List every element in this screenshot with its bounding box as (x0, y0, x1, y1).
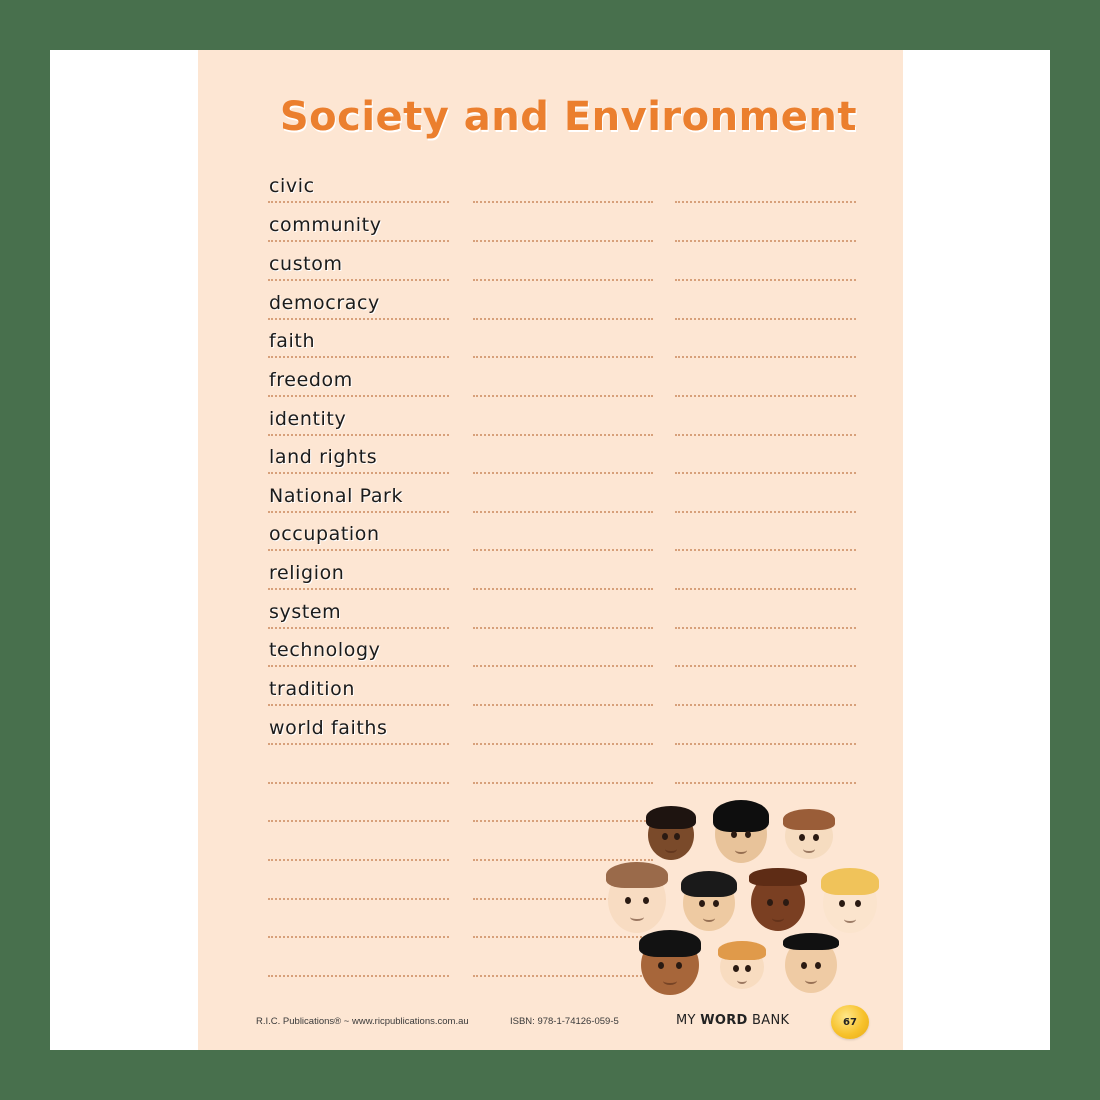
vocabulary-word: system (269, 601, 342, 623)
writing-line[interactable] (268, 240, 449, 242)
writing-line[interactable] (675, 279, 856, 281)
word-row (198, 591, 903, 629)
brand-label (676, 1013, 789, 1028)
word-row (198, 552, 903, 590)
vocabulary-word: land rights (269, 446, 378, 468)
writing-line[interactable] (268, 472, 449, 474)
word-row (198, 320, 903, 358)
page-number-badge: 67 (831, 1005, 869, 1039)
writing-line[interactable] (675, 743, 856, 745)
face-icon (648, 810, 694, 860)
word-row (198, 165, 903, 203)
face-icon (751, 873, 805, 931)
vocabulary-word: community (269, 214, 382, 236)
page-title: Society and Environment (279, 94, 857, 140)
writing-line[interactable] (675, 472, 856, 474)
face-icon (608, 867, 666, 933)
word-row (198, 513, 903, 551)
writing-line[interactable] (473, 395, 653, 397)
writing-line[interactable] (675, 240, 856, 242)
writing-line[interactable] (473, 588, 653, 590)
word-row (198, 629, 903, 667)
children-faces-illustration (603, 805, 883, 995)
writing-line[interactable] (268, 743, 449, 745)
brand-bold: WORD (700, 1013, 748, 1028)
writing-line[interactable] (268, 279, 449, 281)
word-row (198, 746, 903, 784)
face-icon (785, 937, 837, 993)
face-icon (823, 873, 877, 933)
vocabulary-word: tradition (269, 678, 356, 700)
writing-line[interactable] (473, 279, 653, 281)
vocabulary-word: freedom (269, 369, 353, 391)
face-icon (641, 935, 699, 995)
word-row (198, 204, 903, 242)
publisher-credit: R.I.C. Publications® ~ www.ricpublications.com.au (256, 1016, 469, 1027)
writing-line[interactable] (473, 665, 653, 667)
vocabulary-word: technology (269, 639, 381, 661)
face-icon (785, 813, 833, 859)
word-row (198, 243, 903, 281)
writing-line[interactable] (473, 472, 653, 474)
vocabulary-word: custom (269, 253, 343, 275)
writing-line[interactable] (675, 704, 856, 706)
writing-line[interactable] (268, 549, 449, 551)
writing-line[interactable] (473, 743, 653, 745)
writing-line[interactable] (675, 665, 856, 667)
writing-line[interactable] (473, 240, 653, 242)
writing-line[interactable] (675, 356, 856, 358)
writing-line[interactable] (675, 395, 856, 397)
writing-line[interactable] (473, 549, 653, 551)
writing-line[interactable] (473, 356, 653, 358)
word-row (198, 475, 903, 513)
writing-line[interactable] (675, 588, 856, 590)
face-icon (720, 945, 764, 989)
word-row (198, 398, 903, 436)
word-row (198, 436, 903, 474)
writing-line[interactable] (473, 201, 653, 203)
writing-line[interactable] (268, 201, 449, 203)
word-row (198, 282, 903, 320)
word-row (198, 707, 903, 745)
face-icon (715, 805, 767, 863)
writing-line[interactable] (268, 395, 449, 397)
vocabulary-word: National Park (269, 485, 404, 507)
vocabulary-word: faith (269, 330, 316, 352)
vocabulary-word: democracy (269, 292, 380, 314)
writing-line[interactable] (675, 549, 856, 551)
word-row (198, 359, 903, 397)
writing-line[interactable] (268, 704, 449, 706)
brand-prefix: MY (676, 1013, 701, 1028)
isbn: ISBN: 978-1-74126-059-5 (510, 1016, 619, 1027)
brand-suffix: BANK (747, 1013, 790, 1028)
word-row (198, 668, 903, 706)
writing-line[interactable] (268, 936, 449, 938)
writing-line[interactable] (268, 665, 449, 667)
writing-line[interactable] (675, 201, 856, 203)
face-icon (683, 875, 735, 931)
writing-line[interactable] (268, 975, 449, 977)
writing-line[interactable] (268, 588, 449, 590)
vocabulary-word: world faiths (269, 717, 388, 739)
worksheet-page (198, 50, 903, 1050)
vocabulary-word: identity (269, 408, 347, 430)
writing-line[interactable] (268, 356, 449, 358)
vocabulary-word: religion (269, 562, 345, 584)
vocabulary-word: civic (269, 175, 315, 197)
writing-line[interactable] (473, 704, 653, 706)
vocabulary-word: occupation (269, 523, 380, 545)
writing-line[interactable] (268, 820, 449, 822)
writing-line[interactable] (268, 859, 449, 861)
